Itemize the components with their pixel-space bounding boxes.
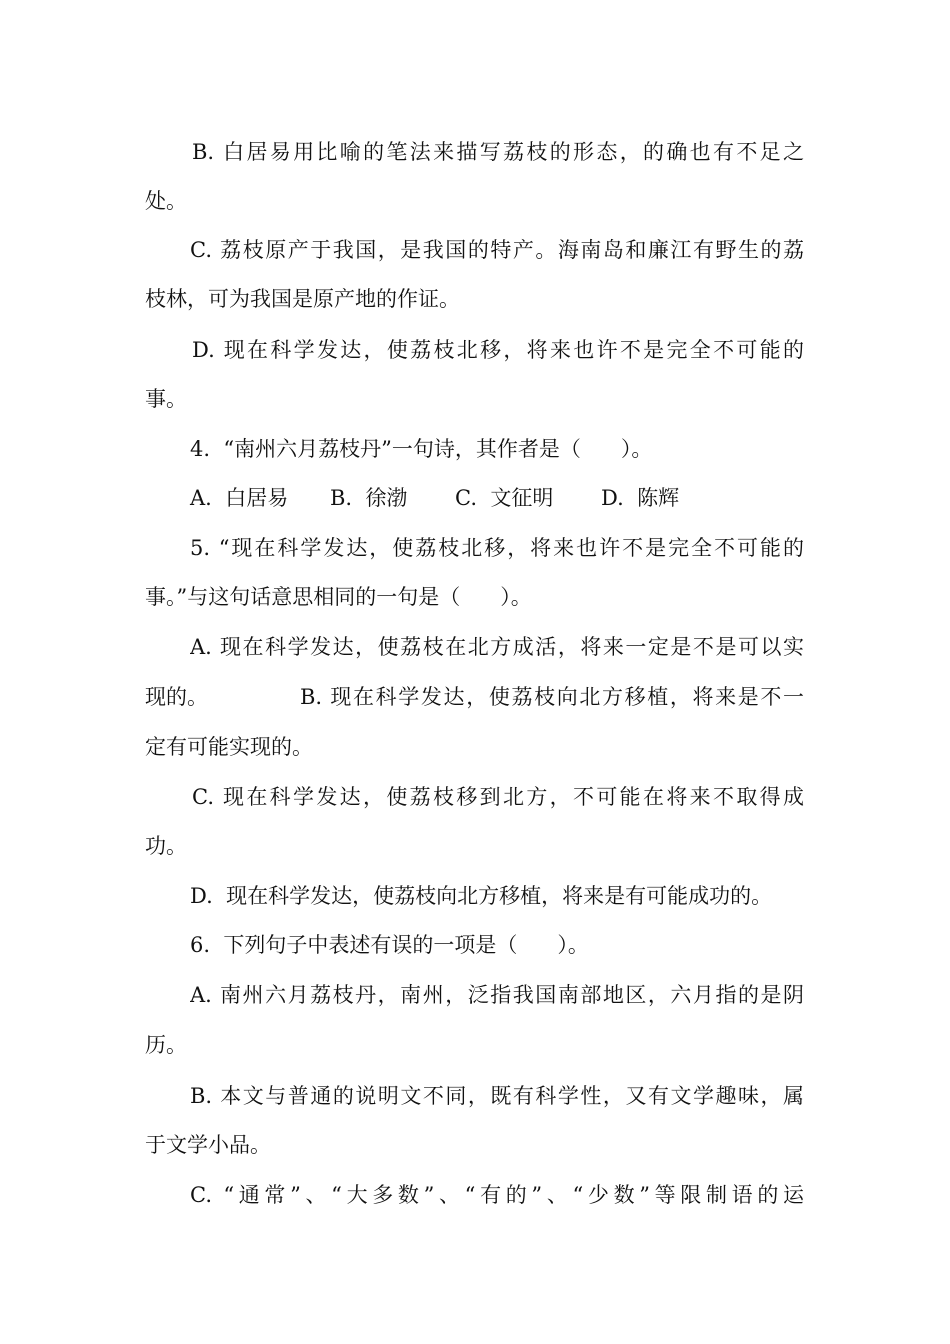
question-5-stem-cont [0,577,950,617]
question-3-option-c-cont [0,279,950,319]
q5-stem-line-2: 事。”与这句话意思相同的一句是（ ）。 [145,585,532,609]
question-3-option-b-cont [0,181,950,221]
q3-option-c-line-2: 枝林，可为我国是原产地的作证。 [145,287,460,311]
q3-option-d-line-1: D. 现在科学发达，使荔枝北移，将来也许不是完全不可能的 [192,338,804,362]
q6-option-b-line-2: 于文学小品。 [145,1133,271,1157]
q6-option-b-line-1: B. 本文与普通的说明文不同，既有科学性，又有文学趣味，属 [190,1084,804,1108]
q4-option-a: A. 白居易 [190,486,289,510]
q4-option-c: C. 文征明 [455,486,554,510]
question-3-option-c [0,230,950,270]
q5-option-c-line-1: C. 现在科学发达，使荔枝移到北方，不可能在将来不取得成 [192,785,804,809]
question-4-stem [0,429,950,469]
question-5-option-d [0,876,950,916]
question-6-stem [0,925,950,965]
q5-option-a-line-2: 现的。 [145,685,208,709]
question-5-stem [0,528,950,568]
question-6-option-a [0,975,950,1015]
q5-option-c-line-2: 功。 [145,834,187,858]
question-5-option-c [0,777,950,817]
question-6-option-a-cont [0,1025,950,1065]
q6-stem-text: 6. 下列句子中表述有误的一项是（ ）。 [190,933,589,957]
question-4-options [0,478,950,518]
question-3-option-b [0,132,950,172]
question-6-option-c [0,1175,950,1215]
question-5-option-c-cont [0,826,950,866]
question-3-option-d [0,330,950,370]
q5-stem-line-1: 5. “现在科学发达，使荔枝北移，将来也许不是完全不可能的 [190,536,804,560]
q4-option-b: B. 徐渤 [330,486,408,510]
q6-option-a-line-1: A. 南州六月荔枝丹，南州，泛指我国南部地区，六月指的是阴 [190,983,804,1007]
question-5-option-a-b [0,677,950,717]
question-3-option-d-cont [0,379,950,419]
q5-option-b-line-2: 定有可能实现的。 [145,735,313,759]
q4-option-d: D. 陈辉 [601,486,680,510]
question-5-option-a [0,627,950,667]
q3-option-c-line-1: C. 荔枝原产于我国，是我国的特产。海南岛和廉江有野生的荔 [190,238,804,262]
q5-option-b-line-1: B. 现在科学发达，使荔枝向北方移植，将来是不一 [300,685,804,709]
question-6-option-b [0,1076,950,1116]
question-5-option-b-cont [0,727,950,767]
q3-option-b-line-2: 处。 [145,189,187,213]
q3-option-b-line-1: B. 白居易用比喻的笔法来描写荔枝的形态，的确也有不足之 [192,140,804,164]
question-6-option-b-cont [0,1125,950,1165]
q5-option-d-line-1: D. 现在科学发达，使荔枝向北方移植，将来是有可能成功的。 [190,884,773,908]
q6-option-c-line-1: C. “通常”、“大多数”、“有的”、“少数”等限制语的运 [190,1183,804,1207]
q3-option-d-line-2: 事。 [145,387,187,411]
q6-option-a-line-2: 历。 [145,1033,187,1057]
q4-stem-text: 4. “南州六月荔枝丹”一句诗，其作者是（ ）。 [190,437,653,461]
q5-option-a-line-1: A. 现在科学发达，使荔枝在北方成活，将来一定是不是可以实 [190,635,804,659]
